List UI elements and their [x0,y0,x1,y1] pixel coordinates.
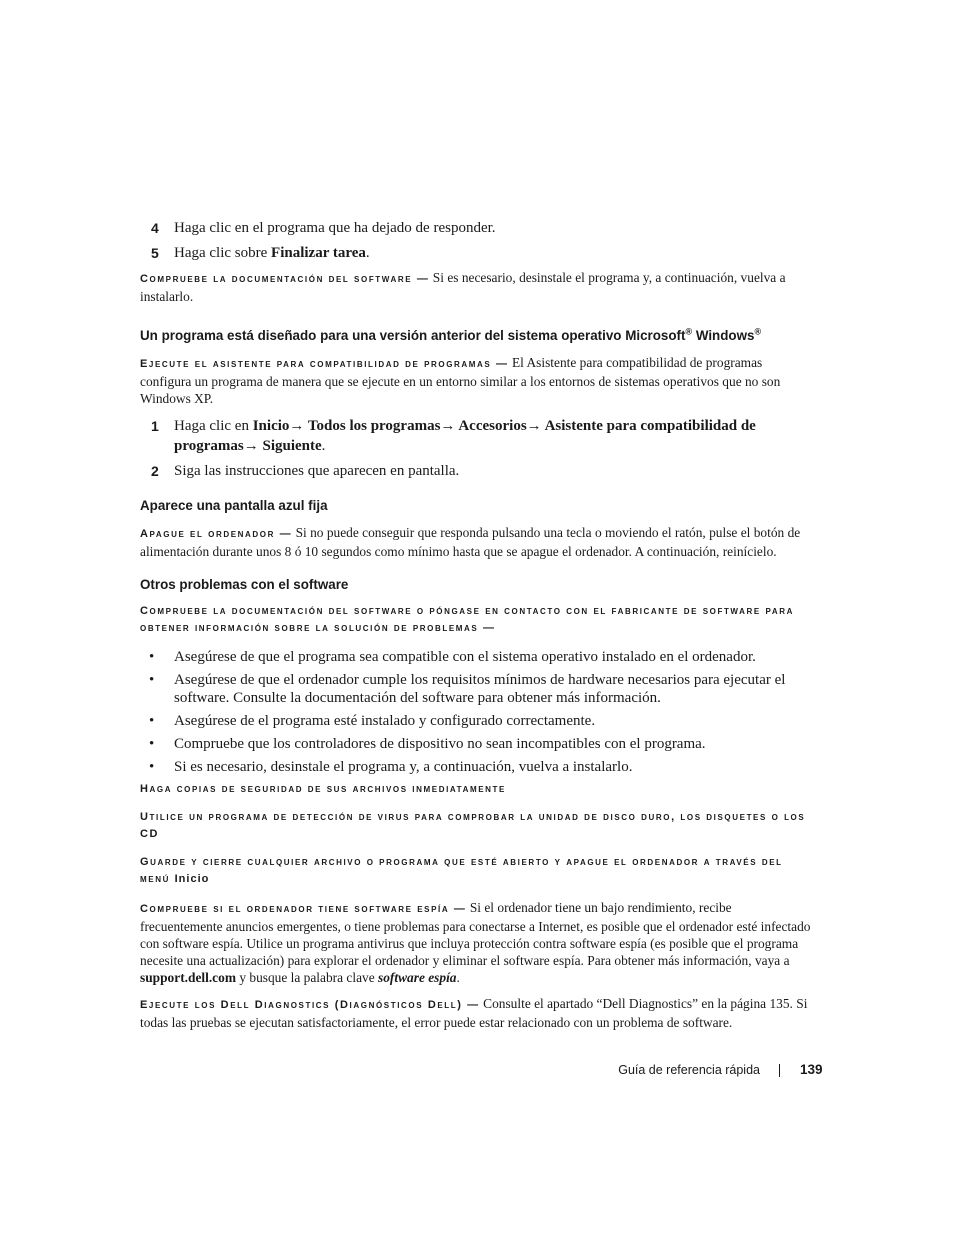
bullet-icon: • [149,736,155,752]
paragraph-text: Si el ordenador tiene un bajo rendimiento, recibe frecuentemente anuncios emergentes, o tiene problemas para conectarse a Internet, es posible que el ordenador esté infectado con software espía. Utilice un programa antivirus que incluya protección contra software espía (es posible que el programa necesite una actualización) para explorar el ordenador y eliminar el software espía. Para obtener más información, vaya a [140,900,811,968]
paragraph-check-docs [140,269,814,305]
step-text-end: . [321,438,326,454]
step-text: Haga clic en [174,418,253,434]
step-5 [140,243,814,263]
list-item [140,758,814,776]
paragraph-text: Consulte el apartado “Dell Diagnostics” en la página 135. Si todas las pruebas se ejecutan satisfactoriamente, el error puede estar relacionado con un problema de software. [140,996,808,1030]
footer-title: Guía de referencia rápida [618,1063,760,1077]
heading-text-windows: Windows [692,328,755,343]
search-keyword: software espía [378,970,457,985]
runin-heading: Compruebe la documentación del software — [140,273,430,285]
paragraph-text: Si es necesario, desinstale el programa y, a continuación, vuelva a instalarlo. [140,270,786,304]
list-item [140,735,814,753]
step-2 [140,461,814,481]
arrow-icon: → [243,438,259,454]
runin-save-close [140,854,814,888]
menu-command-finalizar-tarea: Finalizar tarea [271,245,366,261]
support-link[interactable]: support.dell.com [140,970,236,985]
menu-todos-los-programas: Todos los programas [304,418,441,434]
menu-accesorios: Accesorios [455,418,527,434]
list-item-text: Asegúrese de que el programa sea compatible con el sistema operativo instalado en el ordenador. [174,649,756,665]
bullet-icon: • [149,672,155,688]
page-number: 139 [800,1062,823,1077]
arrow-icon: → [440,418,456,434]
step-1 [140,416,814,456]
bullet-list [140,648,814,776]
heading-text: Un programa está diseñado para una versión anterior del sistema operativo Microsoft [140,328,686,343]
bullet-icon: • [149,713,155,729]
paragraph-dell-diagnostics [140,995,814,1031]
step-text-end: . [365,245,370,261]
runin-contact-manufacturer: Compruebe la documentación del software o póngase en contacto con el fabricante de software para obtener información sobre la solución de problemas — [140,605,794,634]
menu-inicio: Inicio [174,873,210,885]
runin-backup: Haga copias de seguridad de sus archivos inmediatamente [140,783,506,795]
list-item [140,671,814,707]
button-siguiente: Siguiente [258,438,322,454]
paragraph-text-end: . [456,970,460,985]
paragraph-text: El Asistente para compatibilidad de programas configura un programa de manera que se ejecute en un entorno similar a los entornos de sistemas operativos que no son Windows XP. [140,355,781,406]
step-text: Siga las instrucciones que aparecen en pantalla. [174,463,460,479]
runin-heading: Ejecute los Dell Diagnostics (Diagnósticos Dell) — [140,999,480,1011]
section-heading-blue-screen: Aparece una pantalla azul fija [140,498,328,513]
menu-inicio: Inicio [252,418,290,434]
registered-mark: ® [685,326,693,337]
list-item-text: Asegúrese de que el ordenador cumple los requisitos mínimos de hardware necesarios para ejecutar el software. Consulte la documentación del software para obtener más información. [174,672,786,706]
arrow-icon: → [526,418,542,434]
section-heading-other-problems: Otros problemas con el software [140,577,349,592]
arrow-icon: → [289,418,305,434]
paragraph-text: y busque la palabra clave [235,970,379,985]
step-number: 1 [151,418,159,434]
bullet-icon: • [149,759,155,775]
step-number: 4 [151,220,159,236]
bullet-icon: • [149,649,155,665]
runin-virus-scan: Utilice un programa de detección de virus para comprobar la unidad de disco duro, los disquetes o los CD [140,811,806,840]
page-content [140,218,814,1040]
list-item [140,648,814,666]
paragraph-spyware [140,899,814,986]
step-number: 2 [151,463,159,479]
page-footer [0,1062,954,1082]
paragraph-compat-wizard [140,354,814,407]
step-4 [140,218,814,238]
runin-text: Guarde y cierre cualquier archivo o programa que esté abierto y apague el ordenador a través del menú [140,856,783,885]
list-item [140,712,814,730]
step-text: Haga clic sobre [174,245,272,261]
runin-heading: Ejecute el asistente para compatibilidad de programas — [140,358,509,370]
section-heading-legacy-program [140,327,814,345]
runin-heading: Compruebe si el ordenador tiene software espía — [140,903,467,915]
list-item-text: Asegúrese de el programa esté instalado y configurado correctamente. [174,713,596,729]
step-number: 5 [151,245,159,261]
runin-heading: Apague el ordenador — [140,528,293,540]
footer-separator [779,1064,780,1077]
paragraph-text: Si no puede conseguir que responda pulsando una tecla o moviendo el ratón, pulse el botón de alimentación durante unos 8 ó 10 segundos como mínimo hasta que se apague el ordenador. A continuación, reinícielo. [140,525,801,559]
registered-mark: ® [754,326,762,337]
list-item-text: Si es necesario, desinstale el programa y, a continuación, vuelva a instalarlo. [174,759,633,775]
step-text: Haga clic en el programa que ha dejado de responder. [174,220,496,236]
menu-asistente-compatibilidad: Asistente para compatibilidad de programas [174,418,756,454]
paragraph-turn-off [140,524,814,560]
list-item-text: Compruebe que los controladores de dispositivo no sean incompatibles con el programa. [174,736,706,752]
